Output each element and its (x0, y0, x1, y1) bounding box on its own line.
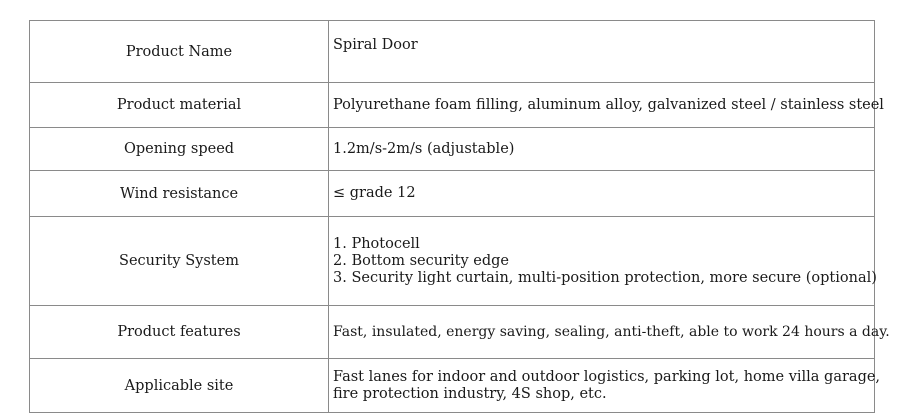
row-value (329, 171, 875, 217)
value-line: fire protection industry, 4S shop, etc. (333, 385, 607, 402)
value-line: Polyurethane foam filling, aluminum alloy, galvanized steel / stainless steel (333, 96, 884, 113)
row-value (329, 359, 881, 413)
table-row-opening-speed (30, 128, 875, 171)
value-line: 1.2m/s-2m/s (adjustable) (333, 140, 515, 157)
table-row-product-name (30, 21, 875, 83)
product-spec-table (29, 20, 890, 413)
row-label: Product Name (30, 21, 329, 83)
value-line: ≤ grade 12 (333, 185, 416, 201)
row-label: Product features (30, 306, 329, 359)
value-line: 2. Bottom security edge (333, 252, 509, 269)
value-line: 1. Photocell (333, 235, 420, 252)
row-label: Security System (30, 217, 329, 306)
value-line: Fast lanes for indoor and outdoor logistics, parking lot, home villa garage, (333, 368, 881, 385)
value-line: Fast, insulated, energy saving, sealing, anti-theft, able to work 24 hours a day. (333, 323, 890, 340)
row-label: Applicable site (30, 359, 329, 413)
row-label: Wind resistance (30, 171, 329, 217)
table-row-security-system (30, 217, 875, 306)
row-value (329, 21, 875, 83)
row-value (329, 306, 890, 359)
row-value (329, 83, 884, 128)
row-value (329, 128, 875, 171)
value-line: Spiral Door (333, 37, 418, 53)
row-value (329, 217, 875, 306)
table-row-product-material (30, 83, 875, 128)
value-line: 3. Security light curtain, multi-position protection, more secure (optional) (333, 269, 877, 286)
table-row-applicable-site (30, 359, 875, 413)
table-row-product-features (30, 306, 875, 359)
row-label: Product material (30, 83, 329, 128)
table-row-wind-resistance (30, 171, 875, 217)
row-label: Opening speed (30, 128, 329, 171)
